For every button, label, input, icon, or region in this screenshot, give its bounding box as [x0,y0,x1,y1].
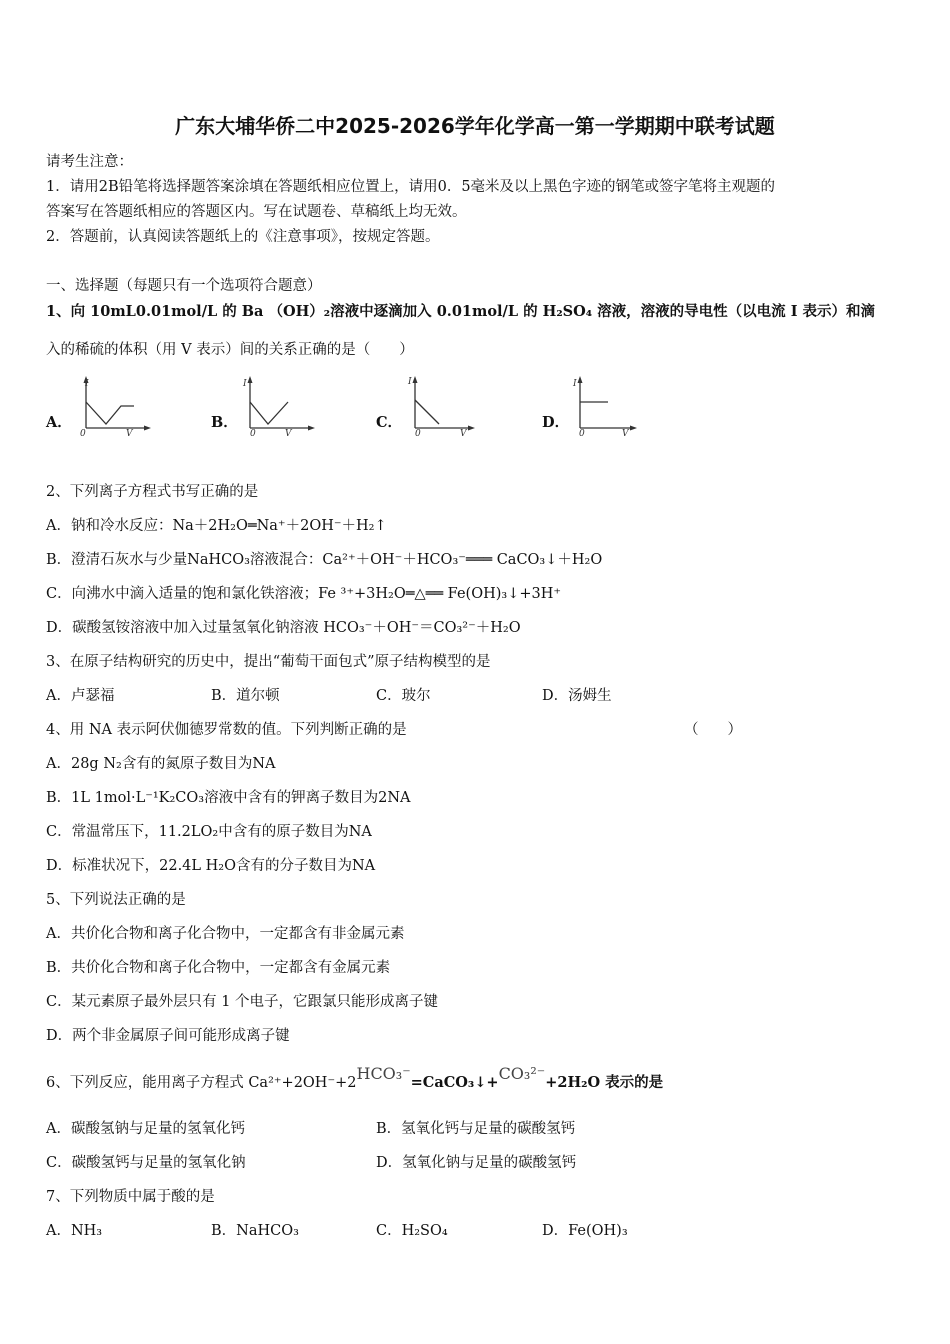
q3-option-a: A．卢瑟福 [46,688,115,704]
q6-stem-part-a: 6、下列反应，能用离子方程式 Ca²⁺+2OH⁻+2 [46,1075,357,1091]
q6-option-c: C．碳酸氢钙与足量的氢氧化钠 [46,1155,246,1171]
q7-option-c: C．H₂SO₄ [376,1223,448,1239]
q1-graph-b-axis-x: V [285,429,292,438]
q7-option-a: A．NH₃ [46,1223,103,1239]
q1-graph-a-origin: 0 [80,429,86,438]
q6-option-b: B．氢氧化钙与足量的碳酸氢钙 [376,1121,576,1137]
q1-graph-a-axis-y: I [85,379,89,389]
page-title: 广东大埔华侨二中2025-2026学年化学高一第一学期期中联考试题 [175,114,775,138]
q1-option-a-label: A． [46,414,72,431]
q2-option-d: D．碳酸氢铵溶液中加入过量氢氧化钠溶液 HCO₃⁻＋OH⁻＝CO₃²⁻＋H₂O [46,620,521,636]
q4-stem: 4、用 NA 表示阿伏伽德罗常数的值。下列判断正确的是 [46,722,407,738]
q4-option-a: A．28g N₂含有的氮原子数目为NA [46,756,276,772]
q3-option-b: B．道尔顿 [211,688,280,704]
q1-graph-c-origin: 0 [415,429,421,438]
q6-co3-formula: CO₃²⁻ [498,1064,546,1083]
q3-option-c: C．玻尔 [376,688,431,704]
q1-graph-c [405,372,485,438]
q7-option-d: D．Fe(OH)₃ [542,1223,628,1239]
q4-answer-paren: （ ） [684,722,742,738]
q2-stem: 2、下列离子方程式书写正确的是 [46,484,259,500]
q1-graph-d-origin: 0 [579,429,585,438]
q6-option-d: D．氢氧化钠与足量的碳酸氢钙 [376,1155,577,1171]
q6-stem [46,1064,664,1093]
notice-heading: 请考生注意： [46,154,133,170]
q5-option-d: D．两个非金属原子间可能形成离子键 [46,1028,290,1044]
q4-option-c: C．常温常压下，11.2LO₂中含有的原子数目为NA [46,824,372,840]
q1-graph-a [76,372,156,438]
q3-option-d: D．汤姆生 [542,688,612,704]
q6-stem-part-b: =CaCO₃↓+ [410,1074,499,1091]
q5-option-a: A．共价化合物和离子化合物中，一定都含有非金属元素 [46,926,405,942]
q7-option-b: B．NaHCO₃ [211,1223,299,1239]
q2-option-c: C．向沸水中滴入适量的饱和氯化铁溶液；Fe ³⁺+3H₂O═△══ Fe(OH)₃↓+3H⁺ [46,586,562,602]
q1-stem-line2: 入的稀硫的体积（用 V 表示）间的关系正确的是（ ） [46,342,414,358]
q1-option-d-label: D． [542,414,570,431]
q1-stem-line1: 1、向 10mL0.01mol/L 的 Ba （OH）₂溶液中逐滴加入 0.01mol/L 的 H₂SO₄ 溶液，溶液的导电性（以电流 I 表示）和滴 [46,303,876,320]
q1-graph-b-origin: 0 [250,429,256,438]
q4-option-b: B．1L 1mol·L⁻¹K₂CO₃溶液中含有的钾离子数目为2NA [46,790,411,806]
q1-option-b-label: B． [211,414,238,431]
q6-option-a: A．碳酸氢钠与足量的氢氧化钙 [46,1121,245,1137]
q1-graph-d [570,372,650,438]
q1-graph-d-axis-x: V [622,429,629,438]
q5-option-c: C．某元素原子最外层只有 1 个电子，它跟氯只能形成离子键 [46,994,439,1010]
q3-stem: 3、在原子结构研究的历史中，提出“葡萄干面包式”原子结构模型的是 [46,654,491,670]
q1-option-c-label: C． [376,414,403,431]
q2-option-a: A．钠和冷水反应：Na＋2H₂O═Na⁺＋2OH⁻＋H₂↑ [46,518,387,534]
q1-graph-c-axis-y: I [408,377,412,387]
q5-stem: 5、下列说法正确的是 [46,892,186,908]
notice-item-1a: 1．请用2B铅笔将选择题答案涂填在答题纸相应位置上，请用0．5毫米及以上黑色字迹的钢笔或签字笔将主观题的 [46,179,776,195]
q1-graph-d-axis-y: I [573,379,577,389]
q2-option-b: B．澄清石灰水与少量NaHCO₃溶液混合：Ca²⁺＋OH⁻＋HCO₃⁻═══ CaCO₃↓＋H₂O [46,552,603,568]
q6-hco3-formula: HCO₃⁻ [356,1064,411,1083]
q7-stem: 7、下列物质中属于酸的是 [46,1189,215,1205]
q1-graph-a-axis-x: V [126,429,133,438]
notice-item-2: 2．答题前，认真阅读答题纸上的《注意事项》，按规定答题。 [46,229,440,245]
q4-option-d: D．标准状况下，22.4L H₂O含有的分子数目为NA [46,858,376,874]
notice-item-1b: 答案写在答题纸相应的答题区内。写在试题卷、草稿纸上均无效。 [46,204,467,220]
section-heading: 一、选择题（每题只有一个选项符合题意） [46,278,322,294]
q6-stem-part-c: +2H₂O 表示的是 [545,1074,664,1091]
q1-graph-b [240,372,320,438]
q1-graph-b-axis-y: I [243,379,247,389]
q1-graph-c-axis-x: V [460,429,467,438]
q5-option-b: B．共价化合物和离子化合物中，一定都含有金属元素 [46,960,391,976]
